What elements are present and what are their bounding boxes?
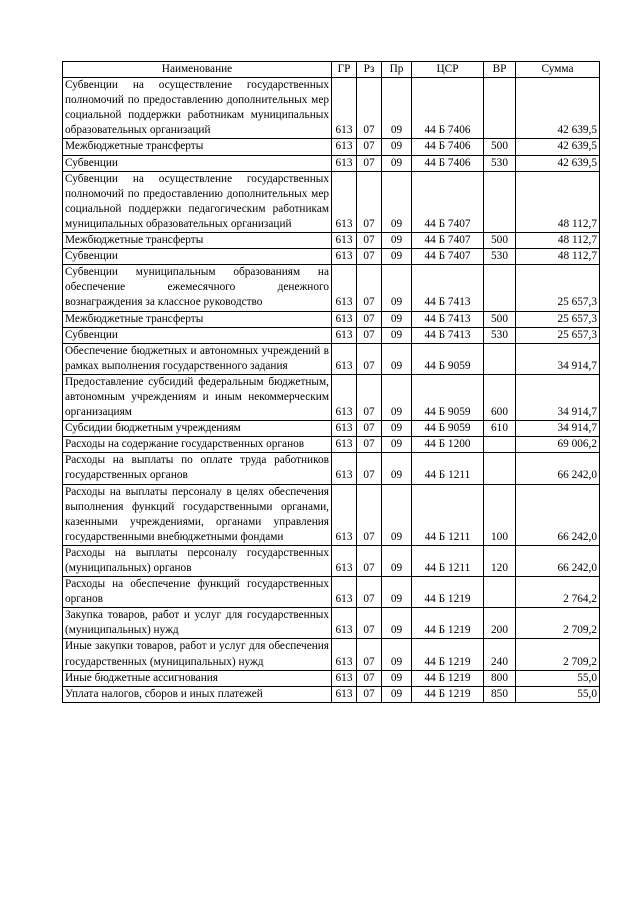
cell-csr: 44 Б 1219 — [412, 639, 484, 670]
cell-vr: 600 — [484, 374, 516, 420]
header-gr: ГР — [332, 62, 357, 78]
cell-vr: 610 — [484, 421, 516, 437]
cell-gr: 613 — [332, 437, 357, 453]
budget-table — [62, 61, 600, 703]
table-row — [63, 249, 600, 265]
cell-csr: 44 Б 1219 — [412, 686, 484, 702]
header-pr: Пр — [382, 62, 412, 78]
cell-pr: 09 — [382, 608, 412, 639]
cell-sum: 2 709,2 — [516, 608, 600, 639]
cell-sum: 34 914,7 — [516, 421, 600, 437]
table-row — [63, 78, 600, 139]
cell-csr: 44 Б 1200 — [412, 437, 484, 453]
cell-vr — [484, 577, 516, 608]
cell-vr: 530 — [484, 327, 516, 343]
cell-vr: 500 — [484, 311, 516, 327]
cell-name: Закупка товаров, работ и услуг для государственных (муниципальных) нужд — [63, 608, 332, 639]
cell-sum: 48 112,7 — [516, 249, 600, 265]
cell-gr: 613 — [332, 327, 357, 343]
cell-vr: 530 — [484, 249, 516, 265]
table-row — [63, 311, 600, 327]
cell-vr: 120 — [484, 545, 516, 576]
cell-name: Субвенции — [63, 327, 332, 343]
table-row — [63, 265, 600, 311]
table-row — [63, 545, 600, 576]
cell-rz: 07 — [357, 437, 382, 453]
header-name: Наименование — [63, 62, 332, 78]
header-row — [63, 62, 600, 78]
table-body — [63, 78, 600, 703]
table-row — [63, 437, 600, 453]
cell-pr: 09 — [382, 155, 412, 171]
cell-sum: 66 242,0 — [516, 484, 600, 545]
cell-gr: 613 — [332, 639, 357, 670]
cell-rz: 07 — [357, 484, 382, 545]
table-row — [63, 686, 600, 702]
cell-sum: 2 709,2 — [516, 639, 600, 670]
cell-pr: 09 — [382, 639, 412, 670]
cell-pr: 09 — [382, 139, 412, 155]
cell-name: Субвенции — [63, 155, 332, 171]
cell-pr: 09 — [382, 421, 412, 437]
cell-gr: 613 — [332, 545, 357, 576]
cell-vr: 500 — [484, 139, 516, 155]
cell-csr: 44 Б 9059 — [412, 421, 484, 437]
cell-sum: 25 657,3 — [516, 327, 600, 343]
cell-csr: 44 Б 9059 — [412, 374, 484, 420]
cell-pr: 09 — [382, 484, 412, 545]
cell-sum: 55,0 — [516, 670, 600, 686]
cell-sum: 25 657,3 — [516, 265, 600, 311]
cell-vr: 850 — [484, 686, 516, 702]
cell-name: Расходы на выплаты персоналу государственных (муниципальных) органов — [63, 545, 332, 576]
cell-csr: 44 Б 7406 — [412, 139, 484, 155]
cell-pr: 09 — [382, 233, 412, 249]
cell-gr: 613 — [332, 453, 357, 484]
table-row — [63, 171, 600, 232]
cell-vr: 530 — [484, 155, 516, 171]
cell-pr: 09 — [382, 437, 412, 453]
table-row — [63, 577, 600, 608]
cell-csr: 44 Б 7407 — [412, 171, 484, 232]
cell-gr: 613 — [332, 670, 357, 686]
table-row — [63, 139, 600, 155]
cell-csr: 44 Б 7406 — [412, 155, 484, 171]
cell-pr: 09 — [382, 171, 412, 232]
cell-rz: 07 — [357, 421, 382, 437]
header-sum: Сумма — [516, 62, 600, 78]
cell-sum: 69 006,2 — [516, 437, 600, 453]
cell-pr: 09 — [382, 327, 412, 343]
cell-vr: 500 — [484, 233, 516, 249]
cell-rz: 07 — [357, 686, 382, 702]
cell-rz: 07 — [357, 545, 382, 576]
cell-name: Обеспечение бюджетных и автономных учреждений в рамках выполнения государственного задания — [63, 343, 332, 374]
cell-name: Субвенции муниципальным образованиям на обеспечение ежемесячного денежного вознаграждения за классное руководство — [63, 265, 332, 311]
cell-name: Субвенции на осуществление государственных полномочий по предоставлению дополнительных мер социальной поддержки педагогическим работникам муниципальных образовательных организаций — [63, 171, 332, 232]
cell-csr: 44 Б 1219 — [412, 608, 484, 639]
cell-gr: 613 — [332, 265, 357, 311]
cell-name: Межбюджетные трансферты — [63, 139, 332, 155]
cell-gr: 613 — [332, 577, 357, 608]
cell-sum: 34 914,7 — [516, 374, 600, 420]
cell-vr — [484, 343, 516, 374]
cell-pr: 09 — [382, 343, 412, 374]
cell-pr: 09 — [382, 78, 412, 139]
cell-csr: 44 Б 7413 — [412, 265, 484, 311]
cell-vr: 800 — [484, 670, 516, 686]
cell-gr: 613 — [332, 484, 357, 545]
cell-csr: 44 Б 1219 — [412, 577, 484, 608]
cell-gr: 613 — [332, 686, 357, 702]
cell-sum: 66 242,0 — [516, 545, 600, 576]
cell-vr: 200 — [484, 608, 516, 639]
cell-name: Расходы на выплаты персоналу в целях обеспечения выполнения функций государственными органами, казенными учреждениями, органами управления государственными внебюджетными фондами — [63, 484, 332, 545]
cell-rz: 07 — [357, 374, 382, 420]
cell-gr: 613 — [332, 608, 357, 639]
cell-csr: 44 Б 7407 — [412, 233, 484, 249]
cell-pr: 09 — [382, 545, 412, 576]
cell-vr — [484, 78, 516, 139]
table-row — [63, 233, 600, 249]
cell-pr: 09 — [382, 374, 412, 420]
cell-name: Предоставление субсидий федеральным бюджетным, автономным учреждениям и иным некоммерческим организациям — [63, 374, 332, 420]
cell-csr: 44 Б 7413 — [412, 311, 484, 327]
table-row — [63, 374, 600, 420]
cell-sum: 34 914,7 — [516, 343, 600, 374]
cell-sum: 48 112,7 — [516, 233, 600, 249]
cell-gr: 613 — [332, 374, 357, 420]
table-row — [63, 343, 600, 374]
cell-pr: 09 — [382, 686, 412, 702]
cell-rz: 07 — [357, 327, 382, 343]
cell-gr: 613 — [332, 233, 357, 249]
table-header — [63, 62, 600, 78]
table-row — [63, 639, 600, 670]
cell-csr: 44 Б 9059 — [412, 343, 484, 374]
cell-name: Межбюджетные трансферты — [63, 233, 332, 249]
cell-name: Межбюджетные трансферты — [63, 311, 332, 327]
cell-rz: 07 — [357, 233, 382, 249]
cell-rz: 07 — [357, 78, 382, 139]
cell-csr: 44 Б 1219 — [412, 670, 484, 686]
cell-vr — [484, 453, 516, 484]
cell-name: Субвенции — [63, 249, 332, 265]
cell-sum: 25 657,3 — [516, 311, 600, 327]
cell-vr — [484, 171, 516, 232]
table-row — [63, 608, 600, 639]
cell-csr: 44 Б 1211 — [412, 453, 484, 484]
cell-pr: 09 — [382, 453, 412, 484]
cell-csr: 44 Б 7413 — [412, 327, 484, 343]
table-row — [63, 155, 600, 171]
cell-pr: 09 — [382, 249, 412, 265]
cell-csr: 44 Б 7406 — [412, 78, 484, 139]
cell-sum: 42 639,5 — [516, 139, 600, 155]
cell-rz: 07 — [357, 265, 382, 311]
cell-pr: 09 — [382, 265, 412, 311]
cell-name: Расходы на выплаты по оплате труда работников государственных органов — [63, 453, 332, 484]
cell-csr: 44 Б 1211 — [412, 545, 484, 576]
cell-gr: 613 — [332, 78, 357, 139]
cell-csr: 44 Б 7407 — [412, 249, 484, 265]
cell-gr: 613 — [332, 311, 357, 327]
cell-rz: 07 — [357, 577, 382, 608]
header-vr: ВР — [484, 62, 516, 78]
cell-sum: 42 639,5 — [516, 78, 600, 139]
cell-pr: 09 — [382, 670, 412, 686]
cell-vr — [484, 437, 516, 453]
table-row — [63, 484, 600, 545]
cell-gr: 613 — [332, 171, 357, 232]
cell-rz: 07 — [357, 311, 382, 327]
cell-gr: 613 — [332, 139, 357, 155]
cell-name: Расходы на содержание государственных органов — [63, 437, 332, 453]
cell-name: Иные бюджетные ассигнования — [63, 670, 332, 686]
cell-rz: 07 — [357, 608, 382, 639]
cell-rz: 07 — [357, 139, 382, 155]
table-row — [63, 421, 600, 437]
cell-rz: 07 — [357, 171, 382, 232]
cell-rz: 07 — [357, 639, 382, 670]
cell-pr: 09 — [382, 311, 412, 327]
cell-gr: 613 — [332, 155, 357, 171]
cell-name: Субвенции на осуществление государственных полномочий по предоставлению дополнительных мер социальной поддержки работникам муниципальных образовательных организаций — [63, 78, 332, 139]
cell-gr: 613 — [332, 249, 357, 265]
cell-sum: 66 242,0 — [516, 453, 600, 484]
cell-vr — [484, 265, 516, 311]
cell-name: Расходы на обеспечение функций государственных органов — [63, 577, 332, 608]
cell-sum: 42 639,5 — [516, 155, 600, 171]
cell-pr: 09 — [382, 577, 412, 608]
cell-gr: 613 — [332, 343, 357, 374]
table-row — [63, 453, 600, 484]
cell-rz: 07 — [357, 670, 382, 686]
cell-gr: 613 — [332, 421, 357, 437]
cell-csr: 44 Б 1211 — [412, 484, 484, 545]
cell-sum: 2 764,2 — [516, 577, 600, 608]
cell-name: Иные закупки товаров, работ и услуг для обеспечения государственных (муниципальных) нужд — [63, 639, 332, 670]
cell-sum: 55,0 — [516, 686, 600, 702]
table-row — [63, 670, 600, 686]
cell-rz: 07 — [357, 453, 382, 484]
cell-vr: 240 — [484, 639, 516, 670]
header-rz: Рз — [357, 62, 382, 78]
table-row — [63, 327, 600, 343]
cell-name: Субсидии бюджетным учреждениям — [63, 421, 332, 437]
header-csr: ЦСР — [412, 62, 484, 78]
cell-sum: 48 112,7 — [516, 171, 600, 232]
cell-name: Уплата налогов, сборов и иных платежей — [63, 686, 332, 702]
cell-vr: 100 — [484, 484, 516, 545]
cell-rz: 07 — [357, 249, 382, 265]
cell-rz: 07 — [357, 155, 382, 171]
cell-rz: 07 — [357, 343, 382, 374]
